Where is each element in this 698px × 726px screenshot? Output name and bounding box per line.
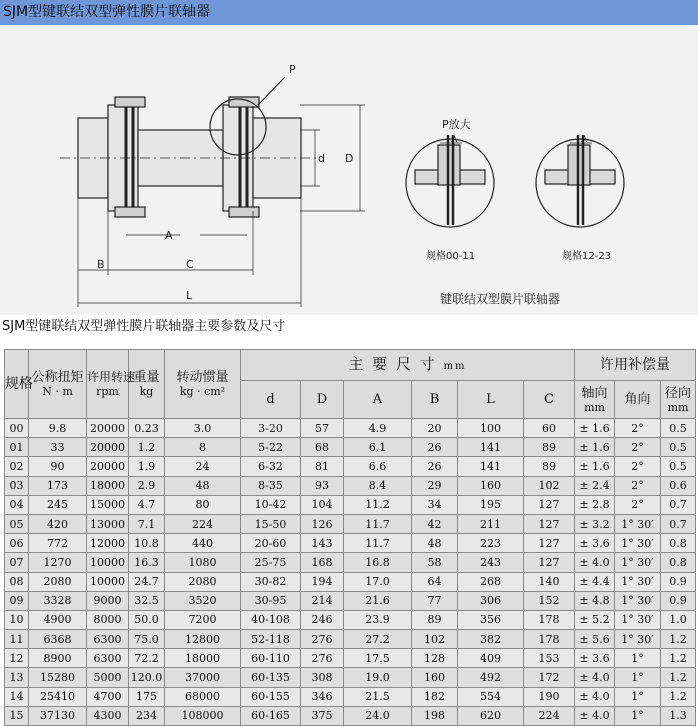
cell-inertia: 12800 xyxy=(165,630,241,649)
cell-axial: ± 5.2 xyxy=(575,610,615,629)
cell-C: 190 xyxy=(524,687,575,706)
cell-spec: 10 xyxy=(5,610,29,629)
cell-torque: 3328 xyxy=(29,591,87,610)
label-d-small: d xyxy=(318,152,325,165)
cell-C: 102 xyxy=(524,476,575,495)
cell-d: 30-95 xyxy=(241,591,301,610)
cell-B: 58 xyxy=(412,553,458,572)
cell-weight: 234 xyxy=(129,706,165,725)
cell-radial: 1.2 xyxy=(661,687,696,706)
cell-spec: 13 xyxy=(5,668,29,687)
cell-spec: 02 xyxy=(5,457,29,476)
cell-D: 81 xyxy=(301,457,344,476)
table-row xyxy=(5,649,696,668)
header-torque xyxy=(29,350,87,419)
cell-weight: 120.0 xyxy=(129,668,165,687)
cell-speed: 4300 xyxy=(87,706,129,725)
cell-inertia: 440 xyxy=(165,534,241,553)
cell-radial: 0.6 xyxy=(661,476,696,495)
cell-C: 153 xyxy=(524,649,575,668)
cell-inertia: 80 xyxy=(165,495,241,514)
spec-table-container xyxy=(4,349,695,722)
cell-speed: 20000 xyxy=(87,438,129,457)
header-C: C xyxy=(524,381,575,419)
cell-A: 17.0 xyxy=(344,572,412,591)
cell-L: 160 xyxy=(458,476,524,495)
cell-B: 34 xyxy=(412,495,458,514)
cell-L: 268 xyxy=(458,572,524,591)
cell-torque: 245 xyxy=(29,495,87,514)
cell-radial: 1.2 xyxy=(661,668,696,687)
header-main-dims xyxy=(241,350,575,381)
cell-D: 143 xyxy=(301,534,344,553)
label-d-big: D xyxy=(345,152,354,165)
label-a: A xyxy=(165,229,173,242)
cell-axial: ± 1.6 xyxy=(575,438,615,457)
cell-B: 182 xyxy=(412,687,458,706)
cell-angular: 1° 30′ xyxy=(615,630,661,649)
cell-L: 195 xyxy=(458,495,524,514)
cell-d: 20-60 xyxy=(241,534,301,553)
header-spec-label: 规格 xyxy=(5,375,33,392)
header-speed xyxy=(87,350,136,419)
cell-speed: 9000 xyxy=(87,591,129,610)
cell-d: 5-22 xyxy=(241,438,301,457)
cell-L: 141 xyxy=(458,438,524,457)
cell-A: 11.2 xyxy=(344,495,412,514)
cell-axial: ± 3.6 xyxy=(575,534,615,553)
table-row xyxy=(5,457,696,476)
header-main-dims-label: 主 要 尺 寸 xyxy=(348,354,437,373)
cell-L: 306 xyxy=(458,591,524,610)
cell-weight: 32.5 xyxy=(129,591,165,610)
cell-inertia: 48 xyxy=(165,476,241,495)
cell-B: 42 xyxy=(412,514,458,533)
table-row xyxy=(5,591,696,610)
cell-D: 346 xyxy=(301,687,344,706)
header-spec xyxy=(5,350,33,419)
cell-radial: 0.5 xyxy=(661,438,696,457)
cell-A: 4.9 xyxy=(344,419,412,438)
cell-speed: 20000 xyxy=(87,419,129,438)
cell-weight: 75.0 xyxy=(129,630,165,649)
cell-axial: ± 3.6 xyxy=(575,649,615,668)
cell-axial: ± 4.0 xyxy=(575,687,615,706)
cell-torque: 173 xyxy=(29,476,87,495)
table-row xyxy=(5,534,696,553)
cell-L: 409 xyxy=(458,649,524,668)
label-b: B xyxy=(97,258,105,271)
cell-B: 26 xyxy=(412,438,458,457)
cell-inertia: 24 xyxy=(165,457,241,476)
header-weight-label: 重量 xyxy=(133,370,160,385)
cell-axial: ± 4.0 xyxy=(575,553,615,572)
cell-axial: ± 3.2 xyxy=(575,514,615,533)
cell-speed: 15000 xyxy=(87,495,129,514)
cell-radial: 1.2 xyxy=(661,649,696,668)
cell-spec: 14 xyxy=(5,687,29,706)
cell-A: 11.7 xyxy=(344,514,412,533)
cell-torque: 2080 xyxy=(29,572,87,591)
table-row xyxy=(5,419,696,438)
header-speed-label: 许用转速 xyxy=(87,370,136,384)
table-row xyxy=(5,514,696,533)
header-speed-unit: rpm xyxy=(96,385,119,398)
cell-d: 25-75 xyxy=(241,553,301,572)
cell-angular: 2° xyxy=(615,476,661,495)
cell-A: 17.5 xyxy=(344,649,412,668)
cell-angular: 2° xyxy=(615,419,661,438)
cell-radial: 0.7 xyxy=(661,495,696,514)
page-title: SJM型键联结双型弹性膜片联轴器 xyxy=(0,0,698,25)
cell-C: 172 xyxy=(524,668,575,687)
table-row xyxy=(5,572,696,591)
cell-inertia: 8 xyxy=(165,438,241,457)
table-caption: SJM型键联结双型弹性膜片联轴器主要参数及尺寸 xyxy=(2,319,286,334)
cell-weight: 7.1 xyxy=(129,514,165,533)
table-row xyxy=(5,668,696,687)
cell-A: 19.0 xyxy=(344,668,412,687)
header-torque-unit: N · m xyxy=(42,385,73,398)
header-torque-label: 公称扭矩 xyxy=(31,370,84,385)
header-angular xyxy=(615,381,661,419)
header-D: D xyxy=(301,381,344,419)
cell-inertia: 3520 xyxy=(165,591,241,610)
cell-C: 178 xyxy=(524,630,575,649)
cell-D: 246 xyxy=(301,610,344,629)
cell-d: 10-42 xyxy=(241,495,301,514)
label-c: C xyxy=(186,258,194,271)
cell-d: 60-110 xyxy=(241,649,301,668)
cell-radial: 0.8 xyxy=(661,553,696,572)
cell-speed: 4700 xyxy=(87,687,129,706)
cell-spec: 11 xyxy=(5,630,29,649)
coupling-drawing-svg xyxy=(0,25,698,315)
cell-d: 3-20 xyxy=(241,419,301,438)
cell-D: 375 xyxy=(301,706,344,725)
cell-D: 214 xyxy=(301,591,344,610)
cell-torque: 772 xyxy=(29,534,87,553)
cell-B: 102 xyxy=(412,630,458,649)
detail-a-left: A xyxy=(451,135,458,145)
cell-C: 127 xyxy=(524,514,575,533)
cell-A: 16.8 xyxy=(344,553,412,572)
header-axial xyxy=(575,381,615,419)
cell-d: 60-155 xyxy=(241,687,301,706)
table-row xyxy=(5,495,696,514)
cell-weight: 0.23 xyxy=(129,419,165,438)
cell-A: 6.1 xyxy=(344,438,412,457)
cell-weight: 4.7 xyxy=(129,495,165,514)
cell-radial: 0.8 xyxy=(661,534,696,553)
cell-speed: 10000 xyxy=(87,553,129,572)
cell-spec: 09 xyxy=(5,591,29,610)
cell-A: 8.4 xyxy=(344,476,412,495)
cell-d: 30-82 xyxy=(241,572,301,591)
cell-B: 48 xyxy=(412,534,458,553)
label-l: L xyxy=(186,289,193,302)
cell-d: 15-50 xyxy=(241,514,301,533)
table-row xyxy=(5,610,696,629)
header-axial-unit: mm xyxy=(584,400,605,414)
cell-spec: 03 xyxy=(5,476,29,495)
spec-table-body xyxy=(5,419,696,726)
cell-weight: 1.2 xyxy=(129,438,165,457)
cell-L: 223 xyxy=(458,534,524,553)
cell-inertia: 37000 xyxy=(165,668,241,687)
cell-axial: ± 4.0 xyxy=(575,706,615,725)
header-weight-unit: kg xyxy=(139,385,154,398)
cell-torque: 25410 xyxy=(29,687,87,706)
cell-C: 127 xyxy=(524,534,575,553)
cell-spec: 08 xyxy=(5,572,29,591)
drawing-title: 键联结双型膜片联轴器 xyxy=(440,292,561,306)
cell-L: 382 xyxy=(458,630,524,649)
cell-angular: 1° 30′ xyxy=(615,572,661,591)
cell-C: 127 xyxy=(524,495,575,514)
cell-D: 168 xyxy=(301,553,344,572)
cell-speed: 20000 xyxy=(87,457,129,476)
cell-D: 104 xyxy=(301,495,344,514)
cell-D: 276 xyxy=(301,630,344,649)
cell-B: 20 xyxy=(412,419,458,438)
cell-torque: 6368 xyxy=(29,630,87,649)
table-row xyxy=(5,553,696,572)
cell-radial: 0.5 xyxy=(661,419,696,438)
header-comp-label: 许用补偿量 xyxy=(600,356,671,373)
cell-spec: 01 xyxy=(5,438,29,457)
cell-D: 93 xyxy=(301,476,344,495)
cell-axial: ± 4.8 xyxy=(575,591,615,610)
cell-torque: 37130 xyxy=(29,706,87,725)
cell-spec: 15 xyxy=(5,706,29,725)
cell-radial: 1.3 xyxy=(661,706,696,725)
cell-inertia: 7200 xyxy=(165,610,241,629)
header-angular-label: 角向 xyxy=(624,392,651,407)
header-axial-label: 轴向 xyxy=(581,385,608,401)
cell-speed: 8000 xyxy=(87,610,129,629)
cell-B: 128 xyxy=(412,649,458,668)
cell-A: 21.6 xyxy=(344,591,412,610)
cell-A: 24.0 xyxy=(344,706,412,725)
cell-speed: 18000 xyxy=(87,476,129,495)
cell-d: 6-32 xyxy=(241,457,301,476)
cell-inertia: 18000 xyxy=(165,649,241,668)
cell-inertia: 2080 xyxy=(165,572,241,591)
cell-axial: ± 2.8 xyxy=(575,495,615,514)
cell-C: 152 xyxy=(524,591,575,610)
cell-angular: 1° xyxy=(615,649,661,668)
cell-D: 126 xyxy=(301,514,344,533)
coupling-drawing xyxy=(0,25,698,315)
header-inertia xyxy=(165,350,241,419)
label-p-enlarged: P放大 xyxy=(442,118,471,131)
header-B: B xyxy=(412,381,458,419)
header-A: A xyxy=(344,381,412,419)
cell-radial: 1.0 xyxy=(661,610,696,629)
cell-weight: 10.8 xyxy=(129,534,165,553)
cell-C: 140 xyxy=(524,572,575,591)
cell-angular: 1° xyxy=(615,668,661,687)
table-row xyxy=(5,476,696,495)
cell-A: 27.2 xyxy=(344,630,412,649)
cell-A: 21.5 xyxy=(344,687,412,706)
label-spec-00-11: 规格00-11 xyxy=(426,251,476,262)
cell-C: 224 xyxy=(524,706,575,725)
cell-axial: ± 1.6 xyxy=(575,419,615,438)
cell-angular: 1° xyxy=(615,687,661,706)
cell-axial: ± 5.6 xyxy=(575,630,615,649)
cell-inertia: 68000 xyxy=(165,687,241,706)
cell-L: 243 xyxy=(458,553,524,572)
cell-inertia: 108000 xyxy=(165,706,241,725)
cell-spec: 07 xyxy=(5,553,29,572)
cell-speed: 6300 xyxy=(87,649,129,668)
cell-angular: 2° xyxy=(615,438,661,457)
cell-d: 60-165 xyxy=(241,706,301,725)
cell-spec: 12 xyxy=(5,649,29,668)
cell-radial: 0.7 xyxy=(661,514,696,533)
cell-angular: 2° xyxy=(615,495,661,514)
cell-axial: ± 4.4 xyxy=(575,572,615,591)
cell-speed: 5000 xyxy=(87,668,129,687)
cell-D: 57 xyxy=(301,419,344,438)
cell-spec: 05 xyxy=(5,514,29,533)
cell-radial: 1.2 xyxy=(661,630,696,649)
cell-torque: 15280 xyxy=(29,668,87,687)
header-radial-label: 径向 xyxy=(665,385,692,401)
cell-B: 64 xyxy=(412,572,458,591)
cell-speed: 12000 xyxy=(87,534,129,553)
cell-L: 492 xyxy=(458,668,524,687)
cell-D: 194 xyxy=(301,572,344,591)
cell-angular: 1° 30′ xyxy=(615,591,661,610)
cell-axial: ± 1.6 xyxy=(575,457,615,476)
cell-radial: 0.5 xyxy=(661,457,696,476)
cell-torque: 1270 xyxy=(29,553,87,572)
cell-d: 52-118 xyxy=(241,630,301,649)
cell-B: 198 xyxy=(412,706,458,725)
cell-L: 211 xyxy=(458,514,524,533)
cell-speed: 10000 xyxy=(87,572,129,591)
cell-B: 89 xyxy=(412,610,458,629)
cell-d: 40-108 xyxy=(241,610,301,629)
cell-C: 89 xyxy=(524,438,575,457)
table-row xyxy=(5,706,696,725)
header-weight xyxy=(129,350,165,419)
cell-torque: 4900 xyxy=(29,610,87,629)
cell-C: 60 xyxy=(524,419,575,438)
cell-angular: 1° 30′ xyxy=(615,553,661,572)
header-main-dims-unit: mm xyxy=(443,360,467,372)
header-inertia-label: 转动惯量 xyxy=(176,370,229,385)
detail-a-right: A xyxy=(581,135,588,145)
cell-torque: 420 xyxy=(29,514,87,533)
cell-angular: 1° xyxy=(615,706,661,725)
cell-inertia: 3.0 xyxy=(165,419,241,438)
cell-angular: 1° 30′ xyxy=(615,534,661,553)
cell-d: 60-135 xyxy=(241,668,301,687)
cell-torque: 33 xyxy=(29,438,87,457)
header-radial xyxy=(661,381,696,419)
cell-torque: 9.8 xyxy=(29,419,87,438)
table-row xyxy=(5,438,696,457)
cell-axial: ± 2.4 xyxy=(575,476,615,495)
table-row xyxy=(5,687,696,706)
label-p: P xyxy=(289,63,296,76)
cell-D: 68 xyxy=(301,438,344,457)
header-L: L xyxy=(458,381,524,419)
header-radial-unit: mm xyxy=(667,400,689,414)
header-d: d xyxy=(241,381,301,419)
header-inertia-unit: kg · cm² xyxy=(179,385,226,398)
cell-C: 178 xyxy=(524,610,575,629)
cell-torque: 8900 xyxy=(29,649,87,668)
header-compensation xyxy=(575,350,696,381)
cell-A: 23.9 xyxy=(344,610,412,629)
cell-A: 6.6 xyxy=(344,457,412,476)
cell-B: 29 xyxy=(412,476,458,495)
cell-radial: 0.9 xyxy=(661,572,696,591)
cell-L: 620 xyxy=(458,706,524,725)
cell-L: 356 xyxy=(458,610,524,629)
cell-L: 100 xyxy=(458,419,524,438)
label-spec-12-23: 规格12-23 xyxy=(562,251,612,262)
cell-weight: 72.2 xyxy=(129,649,165,668)
cell-L: 141 xyxy=(458,457,524,476)
cell-weight: 16.3 xyxy=(129,553,165,572)
cell-d: 8-35 xyxy=(241,476,301,495)
cell-C: 89 xyxy=(524,457,575,476)
cell-speed: 13000 xyxy=(87,514,129,533)
cell-C: 127 xyxy=(524,553,575,572)
cell-weight: 50.0 xyxy=(129,610,165,629)
cell-angular: 2° xyxy=(615,457,661,476)
table-row xyxy=(5,630,696,649)
cell-spec: 04 xyxy=(5,495,29,514)
cell-D: 308 xyxy=(301,668,344,687)
cell-B: 160 xyxy=(412,668,458,687)
cell-axial: ± 4.0 xyxy=(575,668,615,687)
cell-angular: 1° 30′ xyxy=(615,514,661,533)
cell-weight: 2.9 xyxy=(129,476,165,495)
cell-inertia: 1080 xyxy=(165,553,241,572)
cell-A: 11.7 xyxy=(344,534,412,553)
cell-speed: 6300 xyxy=(87,630,129,649)
cell-spec: 06 xyxy=(5,534,29,553)
cell-angular: 1° 30′ xyxy=(615,610,661,629)
cell-weight: 24.7 xyxy=(129,572,165,591)
cell-weight: 175 xyxy=(129,687,165,706)
cell-radial: 0.9 xyxy=(661,591,696,610)
cell-weight: 1.9 xyxy=(129,457,165,476)
cell-B: 26 xyxy=(412,457,458,476)
cell-D: 276 xyxy=(301,649,344,668)
cell-L: 554 xyxy=(458,687,524,706)
cell-torque: 90 xyxy=(29,457,87,476)
cell-inertia: 224 xyxy=(165,514,241,533)
cell-spec: 00 xyxy=(5,419,29,438)
cell-B: 77 xyxy=(412,591,458,610)
spec-table xyxy=(4,349,696,726)
